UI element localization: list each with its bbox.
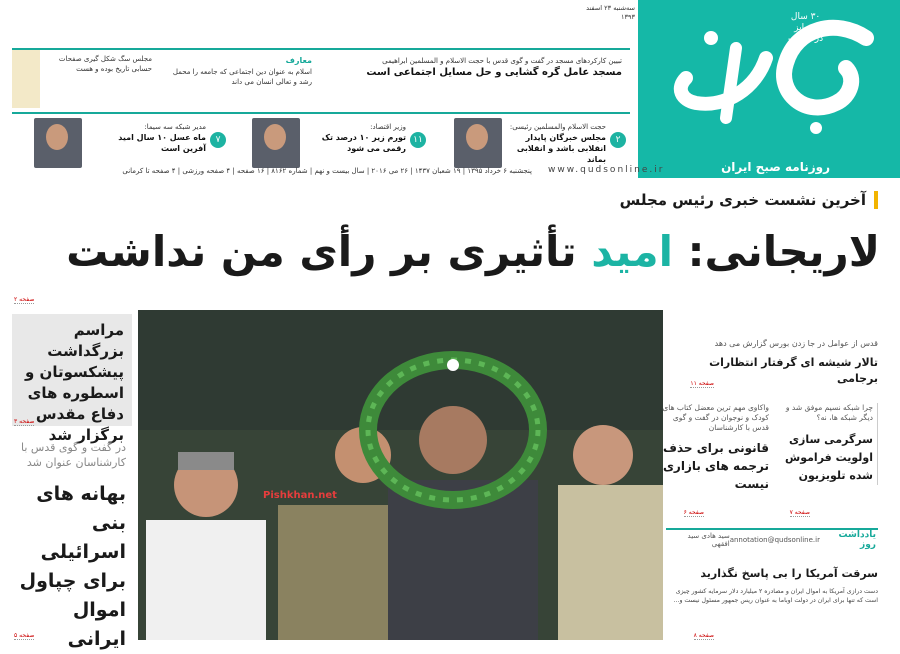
teaser-subtitle: قدس از عوامل در جا زدن بورس گزارش می دهد [714, 339, 878, 348]
teaser-nasim[interactable] [773, 403, 878, 485]
teaser-kicker: مدیر شبکه سه سیما: [144, 123, 206, 131]
teaser-title: قانونی برای حذف ترجمه های بازاری نیست [662, 441, 769, 491]
editorial-header [666, 528, 878, 550]
top-teaser-strip [12, 48, 630, 108]
teaser-title: مجلس خبرگان پایدار انقلابی باشد و انقلابی بماند [516, 133, 606, 164]
anniversary-mark: ۳۰ سال متمایز در خدمت [788, 12, 824, 44]
page-ref: صفحه ۲ [14, 296, 35, 303]
tagline: روزنامه صبح ایران [721, 160, 830, 174]
teaser-title: تورم زیر ۱۰ درصد تک رقمی می شود [321, 133, 406, 153]
teaser-kicker: حجت الاسلام والمسلمین رئیسی: [509, 123, 606, 131]
left-teaser-subtitle: در گفت و گوی قدس با کارشناسان عنوان شد [20, 441, 126, 469]
quds-logo [666, 8, 886, 148]
teaser-maaref[interactable] [162, 54, 312, 87]
teaser-history[interactable] [42, 54, 152, 74]
teaser-tv[interactable] [96, 122, 206, 154]
main-photo [138, 310, 663, 640]
headline-part-1: لاریجانی: [673, 227, 880, 276]
teaser-subtitle: واکاوی مهم ترین معضل کتاب های کودک و نوجوان در گفت و گوی قدس با کارشناسان [662, 403, 769, 432]
portrait-thumbnail [34, 118, 82, 168]
masthead-side-note: سه‌شنبه ۲۳ اسفند ۱۳۹۳ [580, 0, 638, 178]
ceremony-photo-illustration [138, 310, 663, 640]
lead-kicker: آخرین نشست خبری رئیس مجلس [620, 191, 878, 209]
editorial-body: دست درازی آمریکا به اموال ایران و مصادره ۲ میلیارد دلار سرمایه کشور چیزی است که تنها برای ایران در دولت اوباما به عنوان ریس جمهور مسئول نیست و... [673, 588, 878, 604]
portrait-thumbnail [454, 118, 502, 168]
headline-highlight: امید [591, 227, 674, 276]
editorial-email[interactable]: annotation@qudsonline.ir [729, 536, 820, 544]
teaser-books[interactable] [659, 403, 769, 493]
page-ref: صفحه ۳ [14, 418, 35, 425]
page-ref: صفحه ۱۱ [690, 380, 714, 387]
left-teaser[interactable] [12, 440, 132, 654]
teaser-raisi[interactable] [506, 122, 606, 165]
headline-part-2: تأثیری بر رأی من نداشت [66, 227, 592, 276]
decorative-pattern [12, 50, 40, 108]
teaser-title: سرگرمی سازی اولویت فراموش شده تلویزیون [785, 433, 873, 482]
teaser-mosque[interactable] [322, 56, 622, 79]
masthead [638, 0, 900, 178]
teaser-title: اسلام به عنوان دین اجتماعی که جامعه را محمل رشد و تعالی انسان می داند [172, 68, 312, 86]
teaser-kicker: تبیین کارکردهای مسجد در گفت و گوی قدس با حجت الاسلام و المسلمین ابراهیمی [382, 57, 622, 65]
teaser-subtitle: چرا شبکه نسیم موفق شد و دیگر شبکه ها، نه؟ [785, 403, 873, 422]
page-number-badge: ۷ [210, 132, 226, 148]
dateline: پنجشنبه ۶ خرداد ۱۳۹۵ | ۱۹ شعبان ۱۴۳۷ | ۲۶ می ۲۰۱۶ | سال بیست و نهم | شماره ۸۱۶۲ | ۱۶ صفحه | ۴ صفحه ورزشی | ۴ صفحه تا کرمانی [122, 167, 532, 175]
site-url[interactable]: www.qudsonline.ir [548, 165, 665, 175]
page-ref: صفحه ۵ [14, 632, 35, 639]
editorial-title: سرقت آمریکا را بی پاسخ نگذارید [700, 567, 878, 580]
page-number-badge: ۱۱ [410, 132, 426, 148]
teaser-title: ماه عسل ۱۰ سال امید آفرین است [118, 133, 206, 153]
teaser-kicker: معارف [285, 56, 312, 65]
teaser-title: مسجد عامل گره گشایی و حل مسایل اجتماعی است [366, 67, 622, 78]
page-ref: صفحه ۷ [789, 509, 810, 516]
left-teaser-title: بهانه های بنی اسرائیلی برای چپاول اموال ایرانی [19, 483, 126, 650]
editorial-brand: یادداشت روز [838, 530, 876, 550]
teaser-title: تالار شیشه ای گرفتار انتظارات برجامی [709, 356, 878, 385]
mid-teaser-strip [12, 112, 630, 170]
editorial-author: سید هادی سید افقهی [687, 532, 730, 548]
lead-headline[interactable] [66, 222, 880, 282]
left-gray-title: مراسم بزرگداشت پیشکسوتان و اسطوره های دفاع مقدس برگزار شد [24, 321, 124, 444]
left-gray-box[interactable] [12, 314, 132, 444]
portrait-thumbnail [252, 118, 300, 168]
watermark: Pishkhan.net [263, 490, 337, 501]
teaser-title: مجلس سگ شکل گیری صفحات حسابی تاریخ بوده و هست [58, 55, 152, 73]
teaser-kicker: وزیر اقتصاد: [370, 123, 406, 131]
page-ref: صفحه ۶ [683, 509, 704, 516]
teaser-economy[interactable] [306, 122, 406, 154]
page-number-badge: ۲ [610, 132, 626, 148]
page-ref: صفحه ۸ [693, 632, 714, 639]
teaser-editorial[interactable] [666, 566, 878, 605]
